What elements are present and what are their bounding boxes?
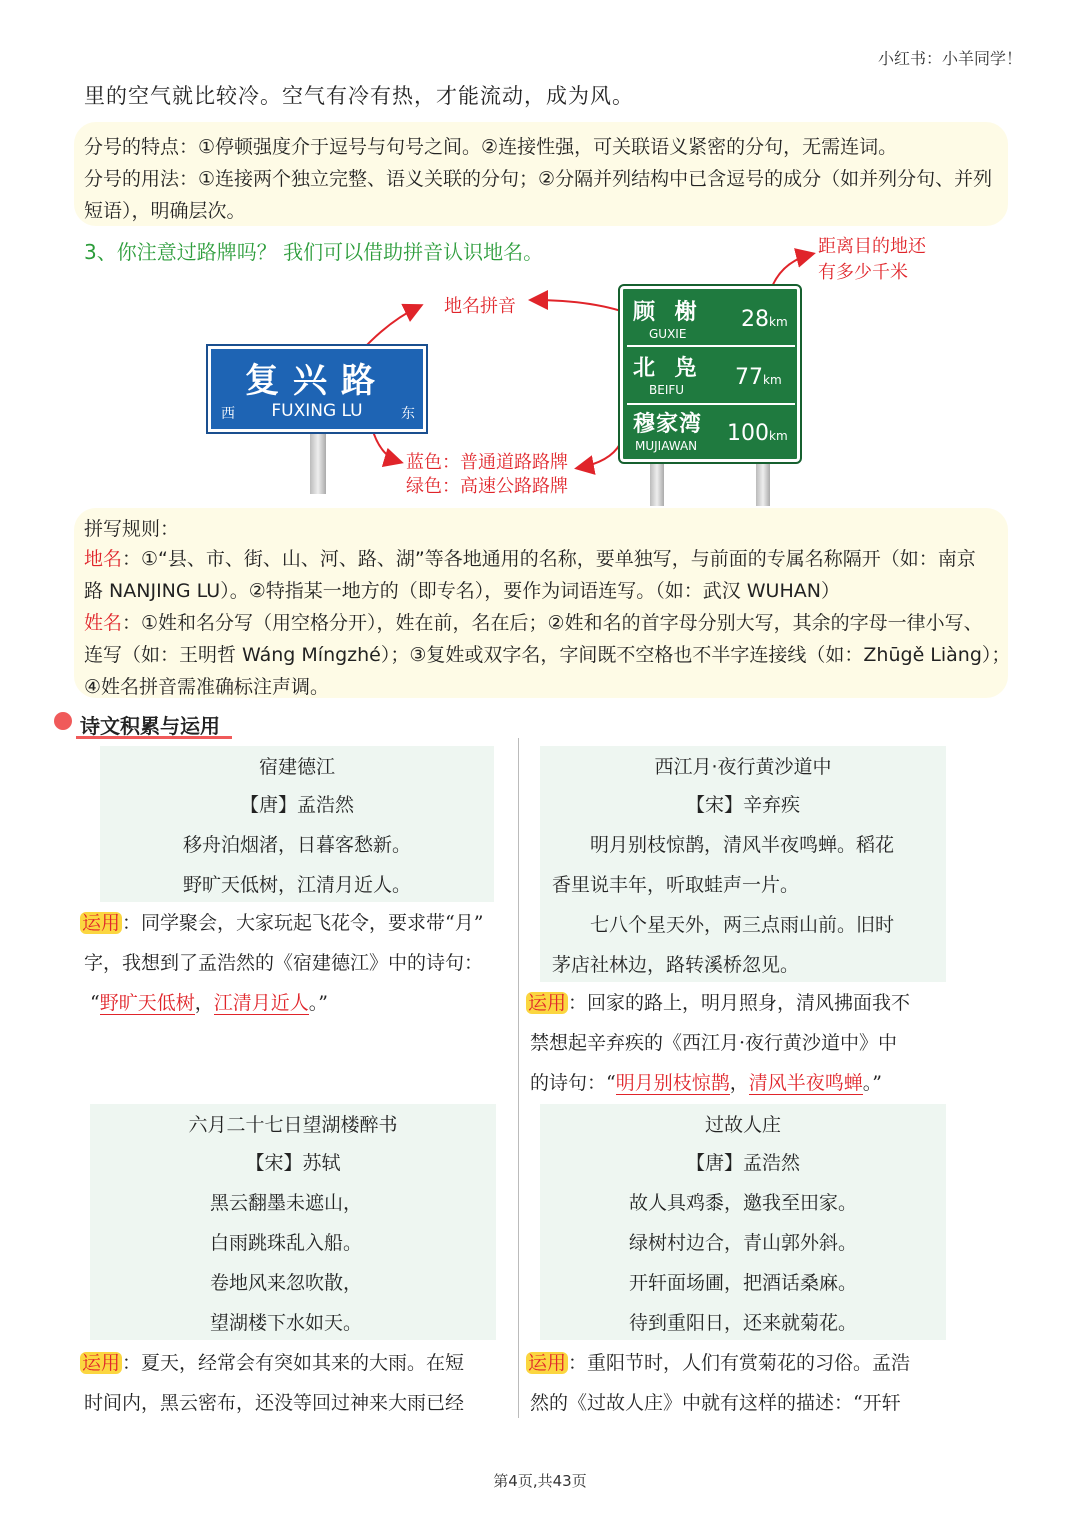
usage-2-line3: 的诗句：“明月别枝惊鹊，清风半夜鸣蝉。” <box>530 1072 882 1094</box>
poem-author: 【唐】孟浩然 <box>685 1152 800 1174</box>
distance-label-2: 有多少千米 <box>818 262 908 283</box>
blue-road-sign <box>208 346 426 432</box>
usage-3-line1: 运用 ：夏天，经常会有突如其来的大雨。在短 <box>82 1352 465 1374</box>
poem-line: 望湖楼下水如天。 <box>210 1312 363 1334</box>
usage-4-line2: 然的《过故人庄》中就有这样的描述：“开轩 <box>530 1392 901 1414</box>
annotation-arrows <box>0 0 1080 520</box>
place-rule-line1: 地名：①“县、市、街、山、河、路、湖”等各地通用的名称，要单独写，与前面的专属名称隔开（如：南京 <box>84 548 976 570</box>
usage-1-line2: 字，我想到了孟浩然的《宿建德江》中的诗句： <box>84 952 484 974</box>
green-row3-pinyin: MUJIAWAN <box>635 439 698 453</box>
poem-card-3 <box>90 1104 496 1340</box>
poem-line: 移舟泊烟渚，日暮客愁新。 <box>182 834 411 856</box>
green-color-label: 绿色：高速公路路牌 <box>406 476 568 497</box>
arrow-blue-color <box>372 428 400 462</box>
name-rule-line2: 连写（如：王明哲 Wáng Míngzhé）；③复姓或双字名，字间既不空格也不半字连接线（如：Zhūgě Liàng）； <box>84 644 1011 666</box>
green-row2-km: 77km <box>735 365 782 390</box>
green-row1-km: 28km <box>741 307 788 332</box>
watermark: 小红书：小羊同学！ <box>877 49 1022 68</box>
green-row2-pinyin: BEIFU <box>649 383 685 397</box>
blue-sign-east: 东 <box>401 406 415 422</box>
poem-author: 【唐】孟浩然 <box>239 794 354 816</box>
blue-sign-name: 复兴路 <box>245 361 389 401</box>
green-sign-post-right <box>756 462 770 506</box>
poem-line: 七八个星天外，两三点雨山前。旧时 <box>590 914 895 936</box>
poem-title: 西江月·夜行黄沙道中 <box>654 756 832 778</box>
poem-line: 香里说丰年，听取蛙声一片。 <box>552 874 800 896</box>
spelling-rules-box <box>74 508 1011 698</box>
poem-line: 茅店社林边，路转溪桥忽见。 <box>552 954 800 976</box>
semicolon-usage-cont: 短语），明确层次。 <box>84 200 246 222</box>
poem-author: 【宋】苏轼 <box>245 1152 341 1174</box>
page-number: 第4页,共43页 <box>493 1472 587 1490</box>
poem-line: 卷地风来忽吹散， <box>210 1272 363 1294</box>
blue-sign-pinyin: FUXING LU <box>271 401 363 421</box>
green-row1-name: 顾 榭 <box>633 300 703 325</box>
poem-author: 【宋】辛弃疾 <box>685 794 800 816</box>
poem-line: 野旷天低树，江清月近人。 <box>182 874 411 896</box>
section-title: 诗文积累与运用 <box>80 714 220 738</box>
green-row2-name: 北 凫 <box>633 356 703 381</box>
blue-sign-west: 西 <box>221 406 235 422</box>
section-bullet-icon <box>54 712 72 730</box>
green-row3-name: 穆家湾 <box>633 412 703 437</box>
green-row1-pinyin: GUXIE <box>649 327 687 341</box>
poem-card-1 <box>100 746 494 902</box>
usage-4-line1: 运用 ：重阳节时，人们有赏菊花的习俗。孟浩 <box>528 1352 911 1374</box>
poem-card-2 <box>540 746 946 982</box>
blue-color-label: 蓝色：普通道路路牌 <box>406 452 568 473</box>
semicolon-usage: 分号的用法：①连接两个独立完整、语义关联的分句；②分隔并列结构中已含逗号的成分（如并列分句、并列 <box>84 168 993 190</box>
usage-1-quote: “野旷天低树，江清月近人。” <box>90 992 328 1014</box>
poem-title: 六月二十七日望湖楼醉书 <box>188 1114 398 1136</box>
name-rule-line1: 姓名：①姓和名分写（用空格分开），姓在前，名在后；②姓和名的首字母分别大写，其余的字母一律小写、 <box>84 612 983 634</box>
blue-sign-post <box>310 432 326 494</box>
poem-line: 黑云翻墨未遮山， <box>210 1192 363 1214</box>
column-divider <box>518 738 519 1418</box>
usage-2-line2: 禁想起辛弃疾的《西江月·夜行黄沙道中》中 <box>530 1032 898 1054</box>
poem-card-4 <box>540 1104 946 1340</box>
arrow-green-color <box>578 444 620 468</box>
poem-line: 白雨跳珠乱入船。 <box>210 1232 363 1254</box>
green-divider <box>627 345 795 347</box>
green-divider <box>627 403 795 405</box>
spelling-title: 拼写规则： <box>84 518 180 540</box>
distance-label-1: 距离目的地还 <box>818 236 926 257</box>
semicolon-feature: 分号的特点：①停顿强度介于逗号与句号之间。②连接性强，可关联语义紧密的分句，无需连词。 <box>84 136 898 158</box>
name-rule-line3: ④姓名拼音需准确标注声调。 <box>84 676 330 698</box>
green-sign-post-left <box>650 462 664 506</box>
poem-line: 明月别枝惊鹊，清风半夜鸣蝉。稻花 <box>590 834 895 856</box>
usage-1-line1: 运用 ：同学聚会，大家玩起飞花令，要求带“月” <box>82 912 484 934</box>
poem-title: 过故人庄 <box>704 1114 781 1136</box>
question-3: 3、你注意过路牌吗？ 我们可以借助拼音认识地名。 <box>84 240 544 264</box>
usage-2-line1: 运用 ：回家的路上，明月照身，清风拂面我不 <box>528 992 911 1014</box>
poem-line: 故人具鸡黍，邀我至田家。 <box>628 1192 857 1214</box>
lead-text: 里的空气就比较冷。空气有冷有热，才能流动，成为风。 <box>84 84 634 108</box>
usage-3-line2: 时间内，黑云密布，还没等回过神来大雨已经 <box>84 1392 465 1414</box>
poem-line: 待到重阳日，还来就菊花。 <box>628 1312 857 1334</box>
poem-line: 开轩面场圃，把酒话桑麻。 <box>628 1272 857 1294</box>
pinyin-label: 地名拼音 <box>444 296 516 317</box>
place-rule-line2: 路 NANJING LU）。②特指某一地方的（即专名），要作为词语连写。（如：武汉 WUHAN） <box>84 580 840 602</box>
poem-title: 宿建德江 <box>258 756 335 778</box>
green-road-sign <box>620 286 800 462</box>
poem-line: 绿树村边合，青山郭外斜。 <box>628 1232 857 1254</box>
green-row3-km: 100km <box>727 421 788 446</box>
